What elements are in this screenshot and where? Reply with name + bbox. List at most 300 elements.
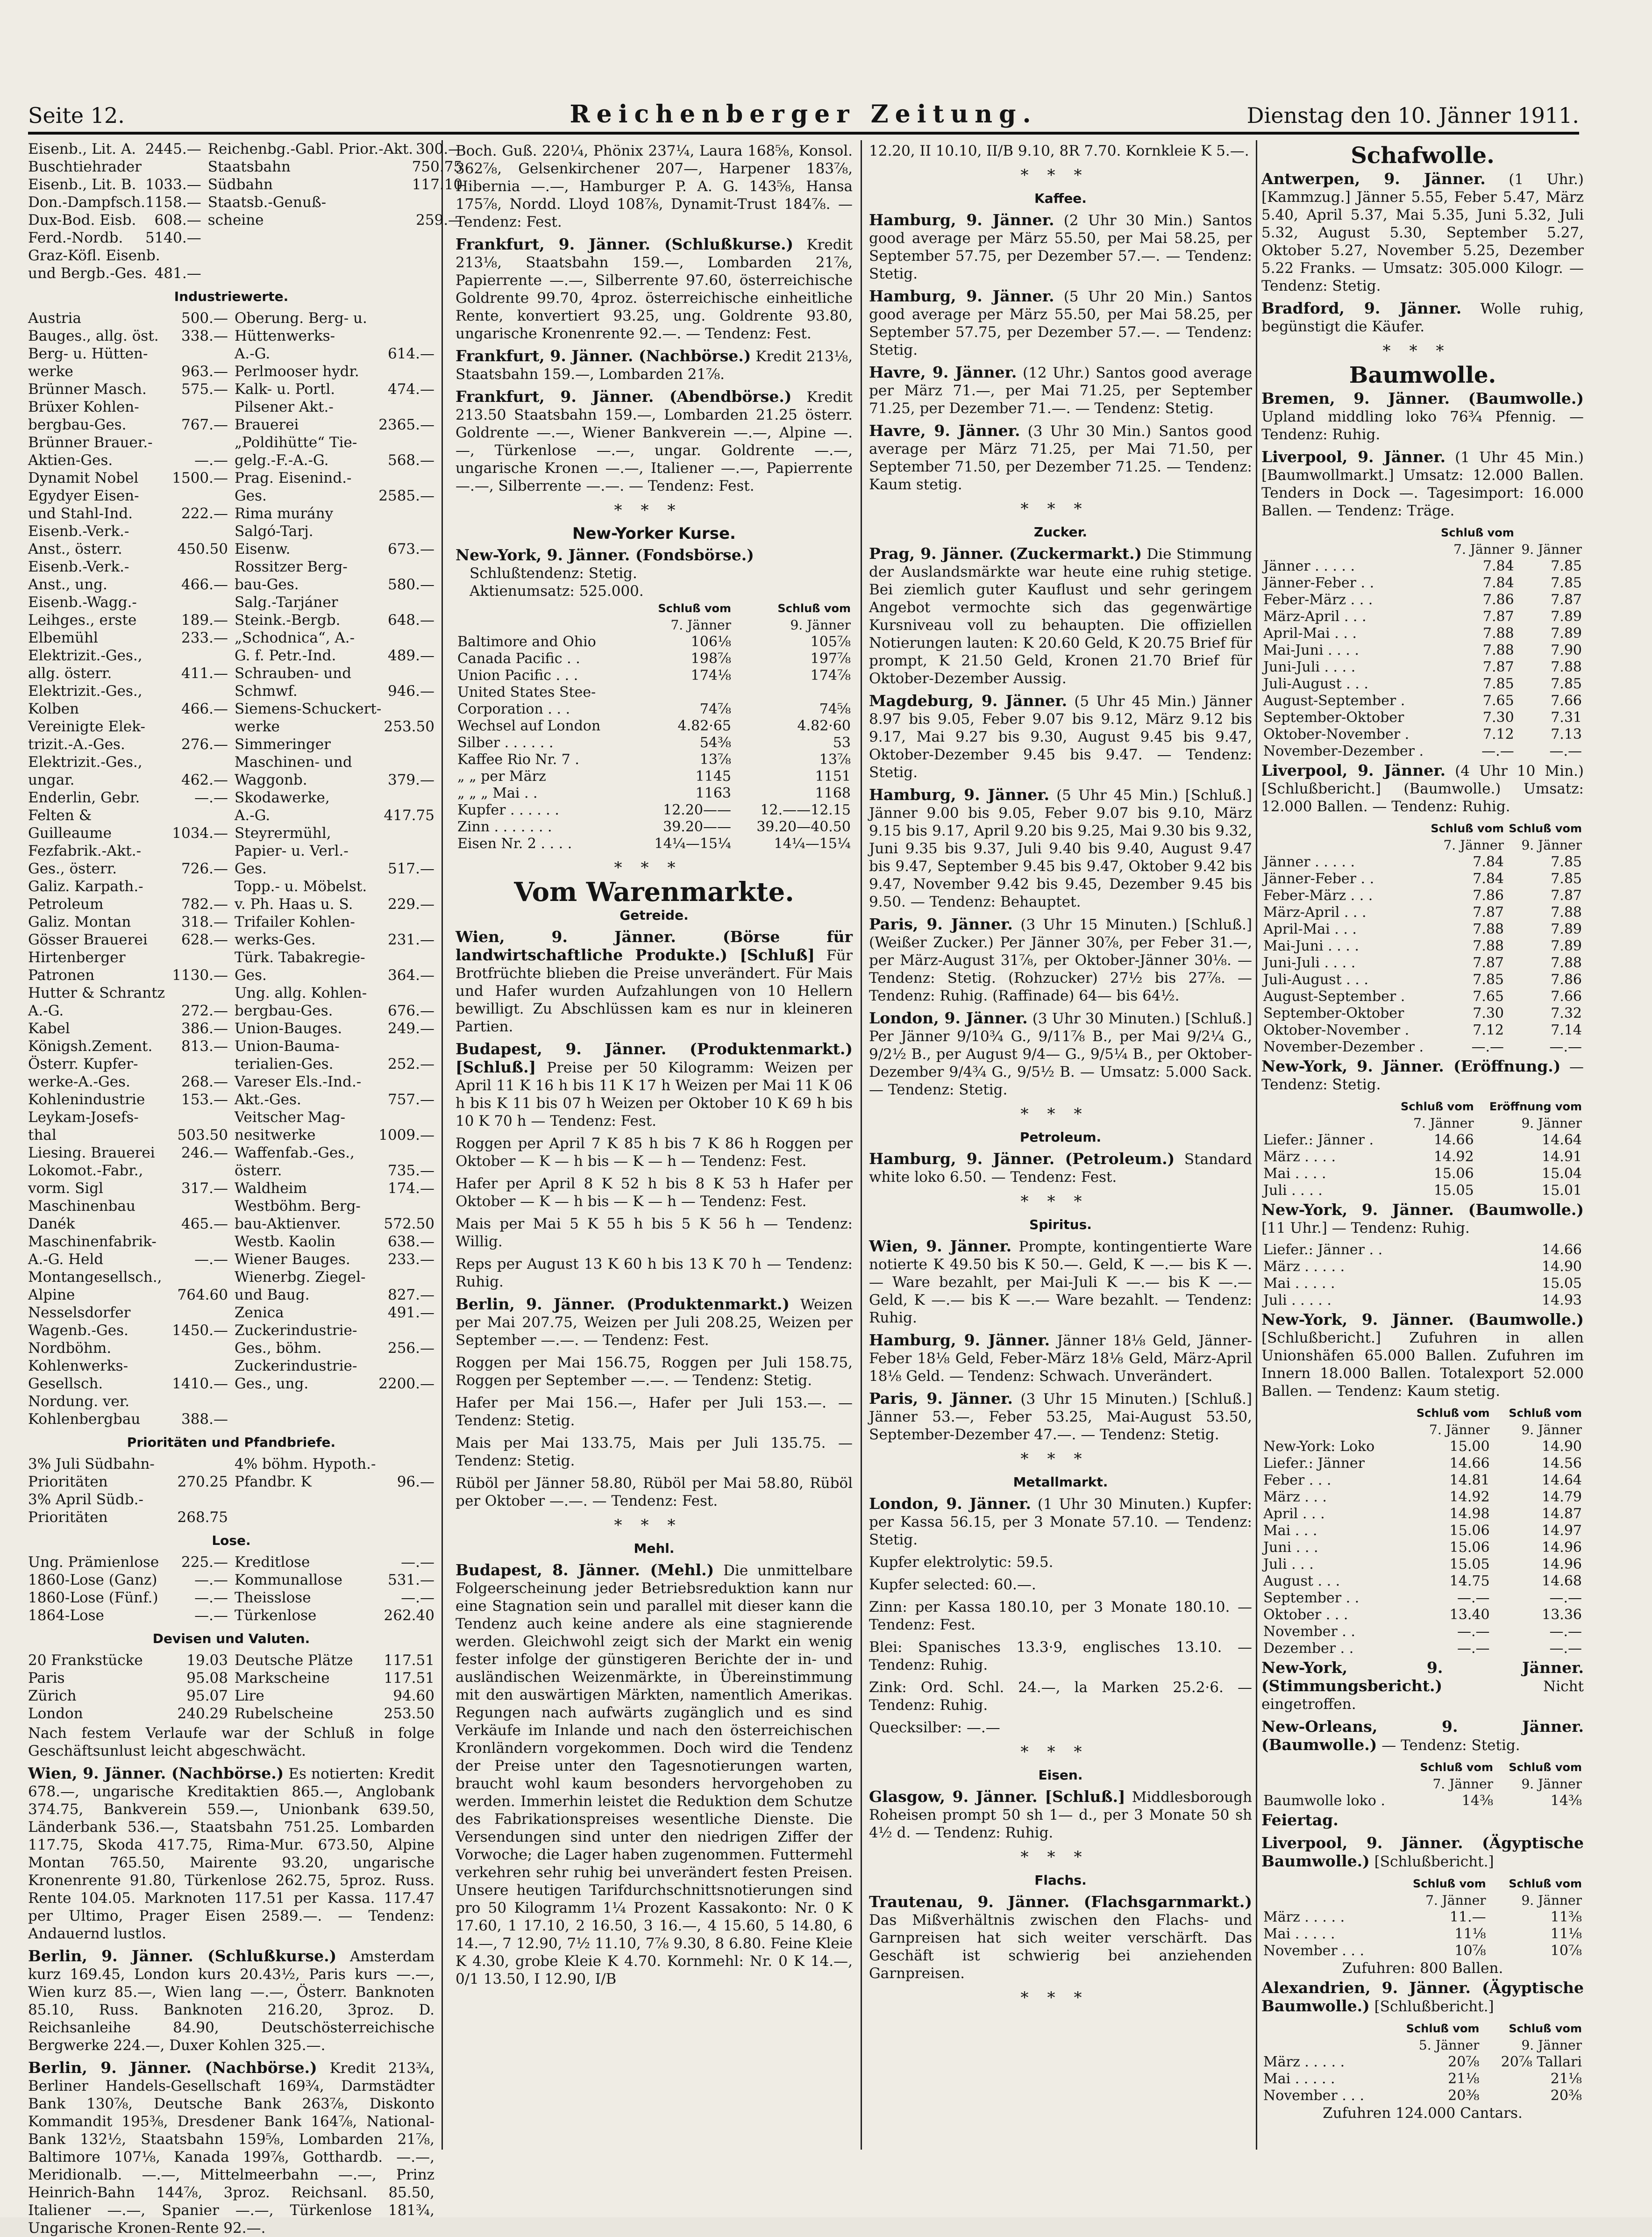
table-row-label: Kaffee Rio Nr. 7 . — [457, 751, 579, 768]
table-cell-value: 106⅛ — [691, 634, 731, 650]
quote-name: Westböhm. Berg- — [235, 1198, 361, 1215]
report-paragraph — [869, 1390, 1252, 1444]
report-text: Hafer per Mai 156.—, Hafer per Juli 153.—. — Tendenz: Stetig. — [456, 1394, 853, 1429]
table-cell-value: 14.92 — [1433, 1149, 1474, 1165]
quote-name: Vereinigte Elek- — [28, 718, 145, 735]
quote-entry — [28, 1508, 228, 1526]
report-text: Roggen per April 7 K 85 h bis 7 K 86 h Roggen per Oktober — K — h bis — K — h — Tendenz: Fest. — [456, 1135, 853, 1170]
quote-name: G. f. Petr.-Ind. — [235, 647, 336, 664]
table-header-date: 9. Jänner — [1521, 542, 1582, 557]
separator-stars: *** — [614, 501, 694, 520]
quote-name: Markscheine — [235, 1670, 330, 1687]
quote-entry — [235, 469, 434, 487]
table-cell-value: —.— — [1457, 1590, 1490, 1606]
quote-price: 1009.— — [378, 1127, 434, 1144]
report-text: (3 Uhr 30 Min.) Santos good average per März 71.25, per Mai 71.50, per September 71.50, per Dezember 71.25. — Tendenz: Kaum stetig. — [869, 423, 1252, 493]
table-header-date — [456, 617, 635, 634]
separator-stars: *** — [1020, 166, 1101, 185]
report-text: Preise per 50 Kilogramm: Weizen per April 11 K 16 h bis 11 K 17 h Weizen per Mai 11 K 06 h bis K 11 bis 07 h Weizen per Oktober 10 K 69 h bis 10 K 70 h — Tendenz: Fest. — [456, 1059, 853, 1129]
quote-name: Graz-Köfl. Eisenb. — [28, 247, 160, 264]
report-text: Reps per August 13 K 60 h bis 13 K 70 h — Tendenz: Ruhig. — [456, 1256, 853, 1290]
report-text: (5 Uhr 45 Min.) Jänner 8.97 bis 9.05, Feber 9.07 bis 9.12, März 9.12 bis 9.17, Mai 9.27 bis 9.30, August 9.45 bis 9.47, Oktober-Dezember 9.45 bis 9.47. — Tendenz: Stetig. — [869, 693, 1252, 781]
quote-entry — [28, 1339, 228, 1357]
table-cell-value: 7.87 — [1482, 659, 1514, 675]
quote-name: Trifailer Kohlen- — [235, 914, 355, 930]
separator-stars: *** — [1020, 500, 1101, 518]
quote-entry — [28, 611, 228, 629]
table-cell-value — [733, 684, 853, 701]
table-cell-value: 7.86 — [1551, 972, 1582, 988]
table-cell-value: 15.01 — [1542, 1182, 1582, 1199]
report-paragraph — [1261, 1311, 1584, 1400]
quote-entry — [28, 1357, 228, 1375]
quote-entry — [235, 309, 434, 327]
section-heading: Devisen und Valuten. — [152, 1631, 310, 1646]
quote-price: 225.— — [181, 1554, 228, 1571]
report-paragraph — [1261, 448, 1584, 520]
report-lead-text: Berlin, 9. Jänner. (Nachbörse.) — [28, 2058, 317, 2077]
quote-entry — [28, 682, 228, 700]
quote-price: 272.— — [181, 1002, 228, 1019]
quote-price: 946.— — [387, 683, 434, 700]
quote-price: 19.03 — [186, 1652, 228, 1669]
report-lead-text: Bremen, 9. Jänner. (Baumwolle.) — [1261, 389, 1584, 407]
quote-list — [28, 1455, 434, 1526]
quote-price: —.— — [401, 1554, 434, 1571]
report-text: — Tendenz: Stetig. — [1261, 1058, 1584, 1093]
report-text: Prompte, kontingentierte Ware notierte K 49.50 bis K 50.—. Geld, K —.— bis K —.— Ware bezahlt, per Mai-Juli K —.— bis K —.— Geld, K —.— bis K —.— Ware bezahlt. — Tendenz: Ruhig. — [869, 1238, 1252, 1326]
quote-list — [28, 140, 463, 282]
quote-price: 189.— — [181, 612, 228, 629]
table-row — [1261, 1539, 1584, 1556]
quote-name: Prioritäten — [28, 1473, 108, 1490]
quote-entry — [28, 771, 228, 789]
table-header-date — [1261, 837, 1428, 854]
quote-name: Steink.-Bergb. — [235, 612, 341, 629]
report-lead-text: Havre, 9. Jänner. — [869, 363, 1017, 381]
report-lead-text: New-York, 9. Jänner. (Fondsbörse.) — [456, 546, 754, 564]
table-cell-value: 13.40 — [1449, 1607, 1490, 1623]
quote-name: Eisenw. — [235, 541, 291, 557]
quote-entry — [208, 229, 463, 247]
quote-entry — [235, 771, 434, 789]
quote-entry — [28, 1571, 228, 1589]
quote-entry — [208, 193, 463, 211]
table-row — [1261, 1909, 1584, 1926]
table-row-label: Oktober-November . — [1263, 1022, 1410, 1038]
cotton-table — [1261, 1242, 1584, 1309]
quote-entry — [235, 1553, 434, 1571]
quote-entry — [28, 895, 228, 913]
table-row-label: August-September . — [1263, 988, 1405, 1005]
table-header-date — [1261, 2037, 1388, 2054]
quote-entry — [28, 1410, 228, 1428]
quote-price: 767.— — [181, 416, 228, 433]
quote-name — [235, 1508, 239, 1526]
table-header: Schluß vom — [1509, 1761, 1582, 1774]
quote-entry — [235, 736, 434, 753]
report-lead-text: Glasgow, 9. Jänner. [Schluß.] — [869, 1787, 1125, 1806]
table-header — [1261, 1875, 1392, 1892]
quote-name: Kohlenbergbau — [28, 1411, 141, 1428]
quote-entry — [208, 158, 463, 176]
quote-name: werke-A.-Ges. — [28, 1073, 130, 1090]
quote-price: 466.— — [181, 576, 228, 593]
table-cell-value: 20⅜ — [1448, 2087, 1480, 2104]
table-row-label: Juni-Juli . . . . — [1263, 955, 1356, 971]
table-cell-value: 13.36 — [1542, 1607, 1582, 1623]
table-row — [1261, 709, 1584, 726]
table-header: Schluß vom — [1441, 526, 1514, 539]
quote-name: Maschinenfabrik- — [28, 1233, 157, 1250]
quote-name: Kohlenindustrie — [28, 1091, 145, 1108]
quote-entry — [235, 1455, 434, 1473]
table-row — [1261, 1472, 1584, 1489]
report-lead-text: Frankfurt, 9. Jänner. (Nachbörse.) — [456, 347, 751, 365]
quote-entry — [28, 949, 228, 966]
table-row — [1261, 1640, 1584, 1657]
quote-entry — [235, 1607, 434, 1624]
table-cell-value: 10⅞ — [1454, 1943, 1486, 1959]
report-paragraph — [1261, 390, 1584, 443]
quote-entry — [208, 264, 463, 282]
quote-entry — [235, 487, 434, 505]
table-row-label: November . . . — [1263, 2087, 1364, 2104]
quote-price: 338.— — [181, 328, 228, 344]
table-cell-value: 13⅞ — [699, 751, 731, 768]
table-cell-value: 14⅜ — [1550, 1793, 1582, 1809]
quote-name: Maschinenbau — [28, 1198, 135, 1215]
quote-entry — [28, 1491, 228, 1508]
report-paragraph — [456, 1295, 853, 1349]
quote-entry — [235, 878, 434, 895]
table-row — [1261, 726, 1584, 743]
quote-entry — [28, 522, 228, 540]
quote-entry — [28, 931, 228, 949]
quote-name: „Schodnica“, A.- — [235, 629, 355, 646]
quote-price: —.— — [194, 789, 228, 806]
quote-price: 386.— — [181, 1020, 228, 1037]
quote-entry — [28, 1197, 228, 1215]
report-list — [869, 1495, 1252, 1737]
table-row-label: März . . . — [1263, 1489, 1327, 1505]
quote-price: 117.51 — [384, 1652, 434, 1669]
report-paragraph — [869, 786, 1252, 911]
report-paragraph — [456, 1255, 853, 1291]
quote-entry — [235, 1251, 434, 1268]
table-header — [1261, 1098, 1389, 1115]
table-cell-value: 14.81 — [1449, 1472, 1490, 1488]
quote-name: Türkenlose — [235, 1607, 317, 1624]
quote-price: 580.— — [387, 576, 434, 593]
quote-name: Westb. Kaolin — [235, 1233, 335, 1250]
quote-name: Maschinen- und — [235, 754, 352, 771]
quote-entry — [235, 629, 434, 647]
quote-entry — [28, 140, 201, 158]
quote-name: Zenica — [235, 1304, 284, 1321]
quote-price: 466.— — [181, 700, 228, 717]
table-cell-value: 14.64 — [1542, 1472, 1582, 1488]
quote-name — [208, 264, 213, 282]
table-header: Schluß vom — [1401, 1100, 1474, 1113]
table-row — [1261, 2054, 1584, 2071]
quote-name: Anst., österr. — [28, 541, 122, 557]
quote-name: Oberung. Berg- u. — [235, 310, 367, 327]
table-row-label: September-Oktober — [1263, 709, 1404, 726]
section-heading: Industriewerte. — [174, 289, 289, 304]
quote-entry — [28, 380, 228, 398]
table-cell-value: 14.96 — [1542, 1539, 1582, 1556]
table-row-label: Wechsel auf London — [457, 718, 601, 734]
table-cell-value: —.— — [1471, 1039, 1504, 1055]
separator-stars: *** — [1020, 1743, 1101, 1761]
table-row — [1261, 1039, 1584, 1056]
quote-price: —.— — [194, 1589, 228, 1606]
table-row — [1261, 1455, 1584, 1472]
quote-entry — [235, 1375, 434, 1393]
table-header-date: 7. Jänner — [1429, 1422, 1490, 1437]
table-row — [1261, 1005, 1584, 1022]
table-cell-value: 4.82·65 — [677, 718, 731, 734]
table-cell-value: 20⅜ — [1550, 2087, 1582, 2104]
table-cell-value: 7.14 — [1551, 1022, 1582, 1038]
table-row-label: März . . . . — [1263, 1149, 1336, 1165]
quote-name: Eisenb.-Wagg.- — [28, 594, 137, 611]
quote-name: Elektrizit.-Ges., — [28, 754, 142, 771]
table-row — [456, 785, 853, 802]
cotton-table — [1261, 820, 1584, 1056]
quote-name: Ung. allg. Kohlen- — [235, 985, 367, 1001]
report-paragraph — [869, 1553, 1252, 1571]
quote-name: Anst., ung. — [28, 576, 107, 593]
quote-entry — [235, 345, 434, 363]
quote-name: Zürich — [28, 1687, 77, 1704]
report-list — [1261, 1659, 1584, 1713]
report-paragraph — [869, 1788, 1252, 1842]
quote-name: Bauges., allg. öst. — [28, 328, 159, 344]
quote-price: 491.— — [387, 1304, 434, 1321]
report-lead-text: Liverpool, 9. Jänner. — [1261, 761, 1446, 779]
quote-entry — [235, 753, 434, 771]
quote-entry — [28, 629, 228, 647]
table-header-date: 9. Jänner — [1521, 837, 1582, 853]
report-paragraph — [1261, 1659, 1584, 1713]
quote-entry — [235, 1162, 434, 1179]
report-text: (1 Uhr.) [Kammzug.] Jänner 5.55, Feber 5.47, März 5.40, April 5.37, Mai 5.35, Juni 5.32, Juli 5.32, August 5.30, September 5.27, Oktober 5.27, November 5.25, Dezember 5.22 Franks. — Umsatz: 305.000 Kilogr. — Tendenz: Stetig. — [1261, 171, 1584, 294]
table-row — [1261, 1182, 1584, 1199]
report-lead-text: Budapest, 9. Jänner. (Produktenmarkt.) [Schluß.] — [456, 1040, 853, 1076]
table-cell-value: 7.88 — [1551, 955, 1582, 971]
table-cell-value: 14.79 — [1542, 1489, 1582, 1505]
quote-name — [235, 1393, 239, 1410]
quote-name: Prag. Eisenind.- — [235, 470, 352, 486]
quote-entry — [28, 878, 228, 895]
quote-name — [208, 229, 213, 247]
quote-price: —.— — [194, 1251, 228, 1268]
report-text: Middlesborough Roheisen prompt 50 sh 1— d., per 3 Monate 50 sh 4½ d. — Tendenz: Ruhig. — [869, 1789, 1252, 1841]
quote-entry — [28, 1108, 228, 1126]
quote-price: 827.— — [387, 1286, 434, 1303]
quote-entry — [235, 434, 434, 451]
table-row — [1261, 743, 1584, 760]
table-row-label: März-April . . . — [1263, 904, 1367, 921]
report-text: Jänner 18⅛ Geld, Jänner-Feber 18⅛ Geld, Feber-März 18⅛ Geld, März-April 18⅛ Geld. — Tendenz: Schwach. Unverändert. — [869, 1332, 1252, 1385]
quote-name: Theisslose — [235, 1589, 311, 1606]
quote-entry — [235, 505, 434, 522]
report-list — [1261, 1058, 1584, 1093]
quote-entry — [28, 247, 201, 264]
table-cell-value: 7.12 — [1473, 1022, 1504, 1038]
quote-entry — [28, 860, 228, 878]
quote-name: Paris — [28, 1670, 65, 1687]
report-lead-text: Liverpool, 9. Jänner. — [1261, 448, 1446, 466]
quote-entry — [235, 416, 434, 434]
table-row — [1261, 1793, 1584, 1809]
table-header-date — [1261, 1892, 1392, 1909]
table-cell-value: 53 — [833, 735, 851, 751]
table-cell-value: 15.05 — [1449, 1556, 1490, 1572]
quote-name: Königsh.Zement. — [28, 1038, 153, 1055]
quote-name: werks-Ges. — [235, 931, 316, 948]
quote-name: werke — [235, 718, 280, 735]
quote-entry — [28, 913, 228, 931]
quote-name: vorm. Sigl — [28, 1180, 104, 1197]
table-row — [1261, 1438, 1584, 1455]
report-list — [1261, 762, 1584, 815]
table-header: Schluß vom — [1509, 1877, 1582, 1890]
quote-entry — [28, 558, 228, 576]
section-heading-large: Schafwolle. — [1351, 143, 1495, 169]
quote-entry — [235, 931, 434, 949]
report-text: Hafer per April 8 K 52 h bis 8 K 53 h Hafer per Oktober — K — h bis — K — h — Tendenz: Fest. — [456, 1175, 853, 1210]
table-row — [456, 768, 853, 785]
quote-name: A.-G. — [235, 345, 271, 362]
report-paragraph — [456, 1040, 853, 1130]
table-row — [1261, 1506, 1584, 1522]
quote-entry — [28, 176, 201, 193]
quote-name: trizit.-A.-Ges. — [28, 736, 125, 753]
quote-name: Liesing. Brauerei — [28, 1144, 155, 1161]
table-header-date — [1261, 541, 1435, 558]
quote-name: Salgó-Tarj. — [235, 523, 313, 540]
table-cell-value: —.— — [1549, 1623, 1582, 1640]
quote-price: 270.25 — [177, 1473, 228, 1490]
table-header — [1261, 524, 1435, 541]
report-paragraph — [28, 2059, 434, 2237]
table-row — [1261, 1149, 1584, 1165]
quote-name: Zuckerindustrie- — [235, 1322, 357, 1339]
quote-name: Aktien-Ges. — [28, 452, 113, 469]
table-cell-value: 13⅞ — [819, 751, 851, 768]
quote-price: 2200.— — [378, 1375, 434, 1392]
report-lead-text: Berlin, 9. Jänner. (Schlußkurse.) — [28, 1947, 337, 1965]
report-lead-text: Alexandrien, 9. Jänner. (Ägyptische Baumwolle.) — [1261, 1979, 1584, 2015]
report-lead-text: Liverpool, 9. Jänner. (Ägyptische Baumwolle.) — [1261, 1834, 1584, 1870]
report-text: (1 Uhr 45 Min.) [Baumwollmarkt.] Umsatz: 12.000 Ballen. Tenders in Dock —. Tagesimport: 16.000 Ballen. — Tendenz: Träge. — [1261, 449, 1584, 519]
quote-name: bau-Ges. — [235, 576, 299, 593]
quote-entry — [28, 505, 228, 522]
quote-entry — [28, 1144, 228, 1162]
report-lead-text: New-York, 9. Jänner. (Baumwolle.) — [1261, 1310, 1584, 1329]
cotton-table — [1261, 1875, 1584, 1959]
report-paragraph — [1261, 762, 1584, 815]
table-header: Schluß vom — [658, 602, 731, 615]
quote-price: 465.— — [181, 1215, 228, 1232]
report-lead-text: Paris, 9. Jänner. — [869, 1389, 1013, 1408]
table-row — [1261, 693, 1584, 709]
quote-name: Austria — [28, 310, 81, 327]
table-row-label: Silber . . . . . . — [457, 735, 554, 751]
table-cell-value: 15.05 — [1433, 1182, 1474, 1199]
table-cell-value: 7.87 — [1551, 592, 1582, 608]
quote-name: A.-G. Held — [28, 1251, 104, 1268]
quote-price: 568.— — [387, 452, 434, 469]
quote-entry — [235, 1357, 434, 1375]
report-text: Für Brotfrüchte blieben die Preise unverändert. Für Mais und Hafer wurden Aufzahlungen von 10 Hellern bewilligt. Zu Abschlüssen kam es nur in kleineren Partien. — [456, 947, 853, 1035]
report-paragraph — [456, 388, 853, 495]
table-cell-value: 7.85 — [1551, 676, 1582, 692]
report-lead-text: Hamburg, 9. Jänner. — [869, 211, 1054, 229]
table-row-label: Juni . . . — [1263, 1539, 1318, 1556]
table-header-date — [1261, 1422, 1399, 1438]
table-cell-value: 14¼—15¼ — [774, 836, 851, 852]
report-text: (12 Uhr.) Santos good average per März 71.—, per Mai 71.25, per September 71.25, per Dezember 71.—. — Tendenz: Stetig. — [869, 364, 1252, 417]
quote-name: Wagenb.-Ges. — [28, 1322, 128, 1339]
quote-entry — [235, 1179, 434, 1197]
table-row — [1261, 972, 1584, 988]
report-text: Kupfer selected: 60.—. — [869, 1576, 1036, 1593]
column-3 — [869, 140, 1252, 2154]
report-lead-text: New-York, 9. Jänner. (Eröffnung.) — [1261, 1057, 1561, 1075]
table-cell-value: —.— — [1549, 1640, 1582, 1657]
report-text: Die Stimmung der Auslandsmärkte war heute eine ruhig stetige. Bei ziemlich guter Kauflust und sehr geringem Angebot vermochte sich das gegenwärtige Kursniveau voll zu behaupten. Die offiziellen Notierungen lauten: K 20.60 Geld, K 20.75 Brief für prompt, K 21.50 Geld, Kronen 21.70 Brief für Oktober-Dezember Aussig. — [869, 546, 1252, 687]
table-row — [456, 751, 853, 768]
table-cell-value: 21⅛ — [1448, 2071, 1480, 2087]
table-cell-value: 14.75 — [1449, 1573, 1490, 1589]
quote-entry — [28, 158, 201, 176]
report-lead-text: Wien, 9. Jänner. — [869, 1237, 1012, 1255]
quote-name: Elektrizit.-Ges., — [28, 647, 142, 664]
table-cell-value: 74⅝ — [819, 701, 851, 717]
separator-stars: *** — [1020, 1848, 1101, 1866]
table-row-label: August . . . — [1263, 1573, 1340, 1589]
report-text: Mais per Mai 133.75, Mais per Juli 135.75. — Tendenz: Stetig. — [456, 1435, 853, 1469]
quote-price: 638.— — [387, 1233, 434, 1250]
quote-entry — [208, 211, 463, 229]
table-row-label: Baumwolle loko . — [1263, 1793, 1385, 1809]
table-header: Eröffnung vom — [1489, 1100, 1582, 1113]
quote-name: 20 Frankstücke — [28, 1652, 143, 1669]
table-header-date: 7. Jänner — [1443, 837, 1504, 853]
quote-name: Elektrizit.-Ges., — [28, 683, 142, 700]
report-text: Zinn: per Kassa 180.10, per 3 Monate 180.10. — Tendenz: Fest. — [869, 1599, 1252, 1633]
table-row-label: Zinn . . . . . . . — [457, 819, 552, 835]
quote-name: Waggonb. — [235, 772, 307, 788]
report-list — [1261, 390, 1584, 520]
table-header-date: 7. Jänner — [1453, 542, 1514, 557]
quote-entry — [28, 1233, 228, 1251]
table-cell-value: 15.04 — [1542, 1165, 1582, 1182]
table-cell-value: 14.90 — [1542, 1438, 1582, 1455]
quote-entry — [235, 718, 434, 736]
quote-price: 500.— — [181, 310, 228, 327]
report-paragraph — [1261, 1979, 1584, 2015]
quote-entry — [28, 1286, 228, 1304]
quote-price: —.— — [194, 1607, 228, 1624]
quote-name: Ung. Prämienlose — [28, 1554, 159, 1571]
quote-entry — [28, 807, 228, 824]
table-cell-value: 11⅜ — [1550, 1909, 1582, 1925]
